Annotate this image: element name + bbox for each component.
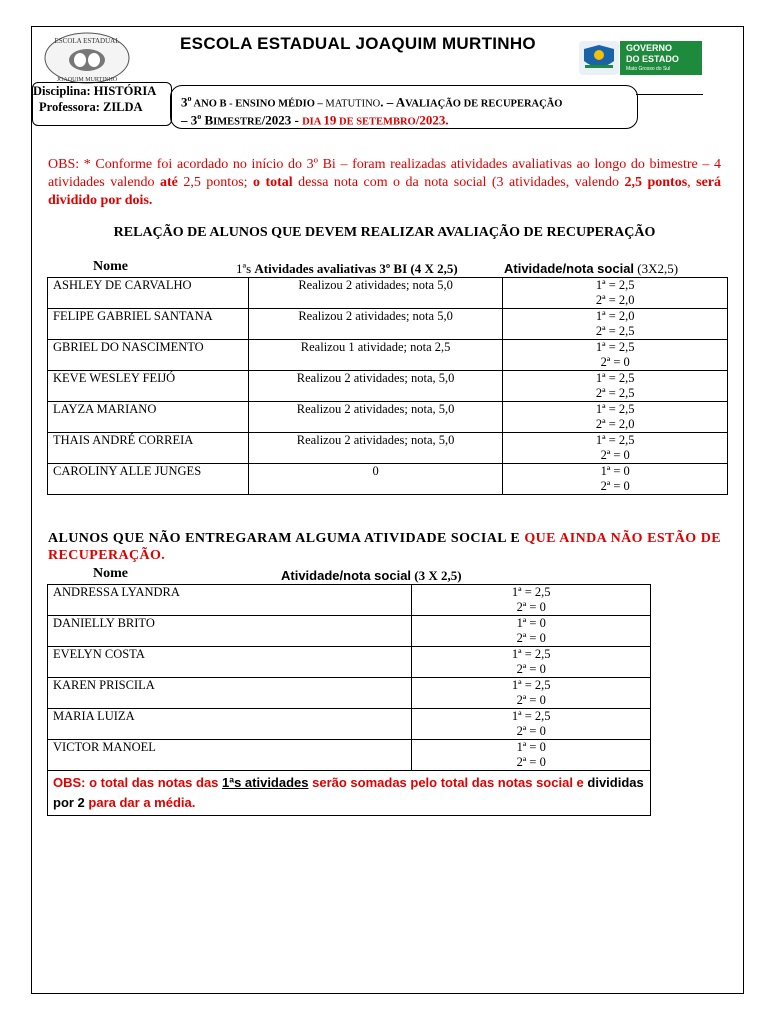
social-grades	[503, 464, 728, 495]
student-name: LAYZA MARIANO	[48, 402, 249, 433]
exam-info-line2: – 3$^o$ BIMESTRE/2023 - DIA 19 DE SETEMBRO/2023.	[181, 112, 449, 128]
student-name: VICTOR MANOEL	[48, 740, 412, 771]
student-name: DANIELLY BRITO	[48, 616, 412, 647]
social-grades	[503, 371, 728, 402]
table-row	[48, 709, 651, 740]
student-name: CAROLINY ALLE JUNGES	[48, 464, 249, 495]
section1-col-activities: 1ªs Atividades avaliativas 3º BI (4 X 2,5)	[236, 261, 458, 276]
table-row	[48, 647, 651, 678]
student-name: ANDRESSA LYANDRA	[48, 585, 412, 616]
note-text: serão somadas pelo total das notas social e	[308, 775, 588, 790]
discipline-label: Disciplina: HISTÓRIA	[33, 84, 157, 98]
discipline-box	[32, 82, 172, 126]
social-grade-2: 2ª = 0	[516, 631, 546, 645]
student-name: EVELYN COSTA	[48, 647, 412, 678]
social-grade-1: 1ª = 2,5	[595, 402, 635, 416]
student-name: ASHLEY DE CARVALHO	[48, 278, 249, 309]
table-row	[48, 278, 728, 309]
school-logo-icon	[44, 32, 130, 84]
social-grade-1: 1ª = 2,5	[511, 647, 551, 661]
social-grade-2: 2ª = 0	[600, 479, 630, 493]
note-text: para dar a média.	[84, 795, 196, 810]
student-name: GBRIEL DO NASCIMENTO	[48, 340, 249, 371]
table-note	[48, 771, 651, 816]
svg-text:ESCOLA ESTADUAL: ESCOLA ESTADUAL	[54, 37, 120, 45]
social-grades	[412, 647, 651, 678]
table-note-row	[48, 771, 651, 816]
activities-result: Realizou 2 atividades; nota, 5,0	[248, 433, 503, 464]
table-row	[48, 309, 728, 340]
social-grades	[412, 678, 651, 709]
activities-result: Realizou 2 atividades; nota 5,0	[248, 278, 503, 309]
activities-result: Realizou 2 atividades; nota, 5,0	[248, 371, 503, 402]
section1-col-social: Atividade/nota social (3X2,5)	[504, 261, 679, 276]
social-grades	[412, 740, 651, 771]
gov-line3: Mato Grosso do Sul	[626, 66, 671, 72]
table-row	[48, 678, 651, 709]
teacher-label: Professora: ZILDA	[39, 100, 143, 114]
social-grade-1: 1ª = 0	[600, 464, 630, 478]
state-flag-icon	[579, 41, 619, 75]
table-row	[48, 402, 728, 433]
social-grades	[503, 402, 728, 433]
activities-result: Realizou 1 atividade; nota 2,5	[248, 340, 503, 371]
social-grades	[503, 309, 728, 340]
section2-col-social: Atividade/nota social (3 X 2,5)	[281, 568, 462, 583]
student-name: KEVE WESLEY FEIJÓ	[48, 371, 249, 402]
social-grades	[503, 340, 728, 371]
social-grades	[412, 616, 651, 647]
government-logo	[620, 41, 702, 75]
svg-text:JOAQUIM MURTINHO: JOAQUIM MURTINHO	[56, 77, 118, 83]
social-grade-1: 1ª = 2,5	[511, 678, 551, 692]
table-row	[48, 740, 651, 771]
table-row	[48, 464, 728, 495]
social-grades	[503, 278, 728, 309]
social-grade-2: 2ª = 0	[516, 724, 546, 738]
note-text: 1ªs atividades	[222, 775, 309, 790]
gov-line1: GOVERNO	[626, 43, 673, 53]
gov-line2: DO ESTADO	[626, 54, 679, 64]
recovery-table	[47, 277, 728, 495]
table-row	[48, 433, 728, 464]
social-grade-2: 2ª = 2,5	[595, 324, 635, 338]
obs-paragraph: OBS: * Conforme foi acordado no início do 3º Bi – foram realizadas atividades avaliativas ao longo do bimestre – 4 atividades valendo até 2,5 pontos; o total dessa nota com o da nota social (3 atividades, valendo 2,5 pontos, será dividido por dois.	[48, 157, 722, 208]
exam-info-box	[170, 85, 638, 129]
activities-result: Realizou 2 atividades; nota, 5,0	[248, 402, 503, 433]
student-name: THAIS ANDRÉ CORREIA	[48, 433, 249, 464]
social-grade-2: 2ª = 0	[516, 755, 546, 769]
social-grade-1: 1ª = 2,5	[595, 433, 635, 447]
social-grade-1: 1ª = 2,5	[511, 585, 551, 599]
social-grades	[412, 585, 651, 616]
section2-col-name: Nome	[93, 566, 128, 581]
table-row	[48, 616, 651, 647]
table-row	[48, 585, 651, 616]
exam-info-line1: 3$^o$ ANO B - ENSINO MÉDIO – MATUTINO. – AVALIAÇÃO DE RECUPERAÇÃO	[181, 94, 563, 110]
missing-activity-table	[47, 584, 651, 816]
activities-result: Realizou 2 atividades; nota 5,0	[248, 309, 503, 340]
table-row	[48, 340, 728, 371]
social-grade-2: 2ª = 0	[516, 662, 546, 676]
social-grade-1: 1ª = 2,5	[595, 278, 635, 292]
section1-col-name: Nome	[93, 259, 128, 274]
note-text: divididas por 2	[53, 775, 644, 810]
table-row	[48, 371, 728, 402]
social-grade-2: 2ª = 0	[516, 693, 546, 707]
social-grade-2: 2ª = 2,0	[595, 417, 635, 431]
social-grade-1: 1ª = 0	[516, 740, 546, 754]
social-grades	[503, 433, 728, 464]
activities-result: 0	[248, 464, 503, 495]
social-grade-2: 2ª = 0	[600, 448, 630, 462]
social-grade-1: 1ª = 2,5	[595, 340, 635, 354]
section1-title: RELAÇÃO DE ALUNOS QUE DEVEM REALIZAR AVALIAÇÃO DE RECUPERAÇÃO	[113, 225, 656, 240]
note-text: OBS: o total das notas das	[53, 775, 223, 790]
social-grade-2: 2ª = 2,5	[595, 386, 635, 400]
school-title: ESCOLA ESTADUAL JOAQUIM MURTINHO	[180, 34, 536, 53]
social-grade-1: 1ª = 2,5	[511, 709, 551, 723]
student-name: MARIA LUIZA	[48, 709, 412, 740]
social-grade-2: 2ª = 2,0	[595, 293, 635, 307]
social-grade-1: 1ª = 0	[516, 616, 546, 630]
social-grade-2: 2ª = 0	[600, 355, 630, 369]
student-name: FELIPE GABRIEL SANTANA	[48, 309, 249, 340]
social-grade-2: 2ª = 0	[516, 600, 546, 614]
section2-title: ALUNOS QUE NÃO ENTREGARAM ALGUMA ATIVIDADE SOCIAL E QUE AINDA NÃO ESTÃO DE RECUPERAÇÃO.	[48, 531, 721, 563]
social-grade-1: 1ª = 2,5	[595, 371, 635, 385]
student-name: KAREN PRISCILA	[48, 678, 412, 709]
header-rule	[636, 94, 703, 95]
social-grade-1: 1ª = 2,0	[595, 309, 635, 323]
social-grades	[412, 709, 651, 740]
